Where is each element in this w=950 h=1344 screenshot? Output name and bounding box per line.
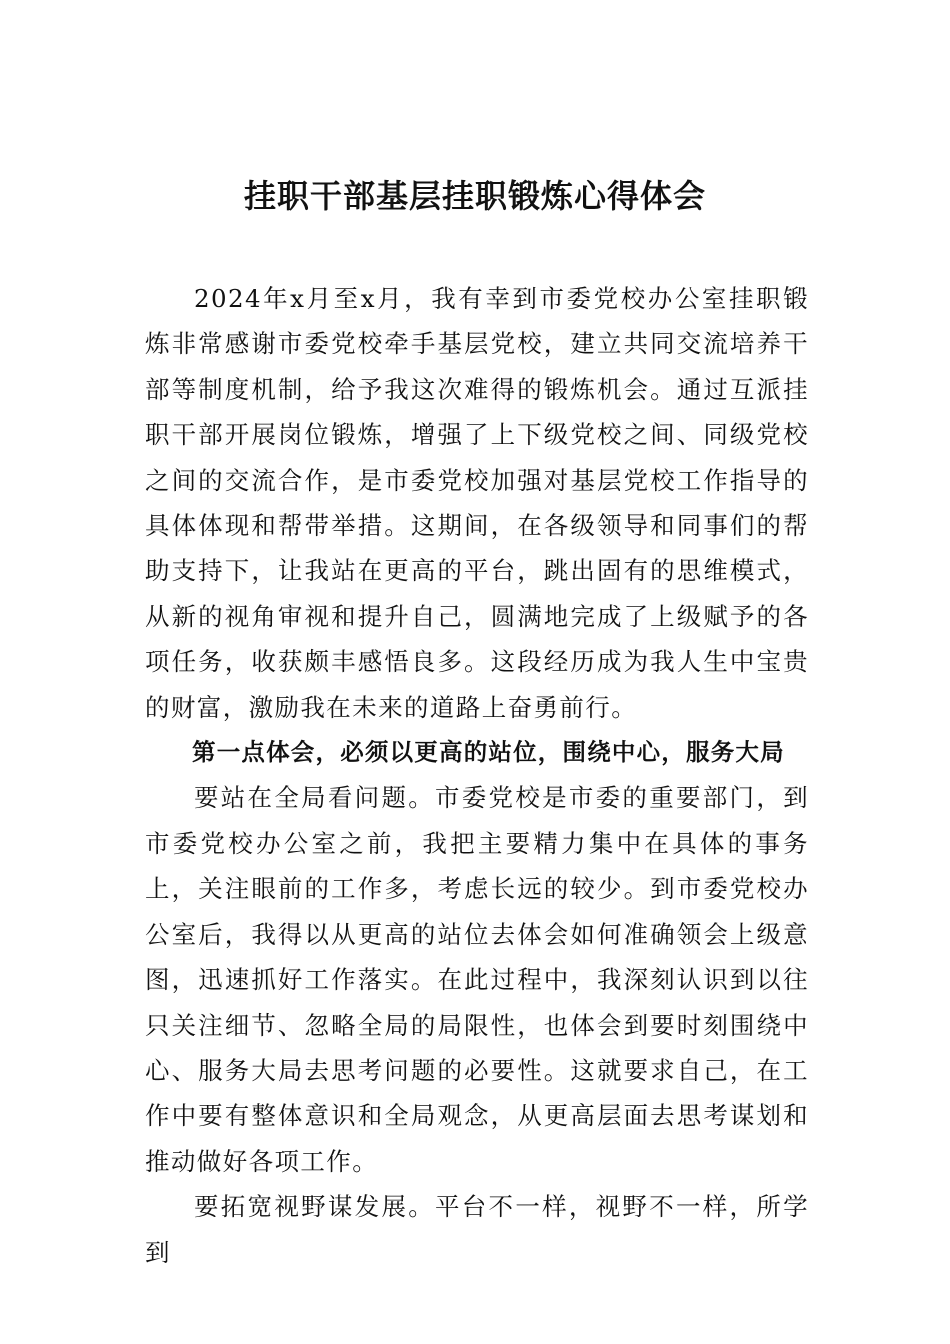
body-paragraph: 要拓宽视野谋发展。平台不一样，视野不一样，所学到 bbox=[145, 1192, 809, 1267]
intro-paragraph: 2024年x月至x月，我有幸到市委党校办公室挂职锻炼非常感谢市委党校牵手基层党校，建立共同交流培养干部等制度机制，给予我这次难得的锻炼机会。通过互派挂职干部开展岗位锻炼，增强了上下级党校之间、同级党校之间的交流合作，是市委党校加强对基层党校工作指导的具体体现和帮带举措。这期间，在各级领导和同事们的帮助支持下，让我站在更高的平台，跳出固有的思维模式，从新的视角审视和提升自己，圆满地完成了上级赋予的各项任务，收获颇丰感悟良多。这段经历成为我人生中宝贵的财富，激励我在未来的道路上奋勇前行。 bbox=[145, 284, 809, 722]
body-paragraph: 要站在全局看问题。市委党校是市委的重要部门，到市委党校办公室之前，我把主要精力集中在具体的事务上，关注眼前的工作多，考虑长远的较少。到市委党校办公室后，我得以从更高的站位去体会如何准确领会上级意图，迅速抓好工作落实。在此过程中，我深刻认识到以往只关注细节、忽略全局的局限性，也体会到要时刻围绕中心、服务大局去思考问题的必要性。这就要求自己，在工作中要有整体意识和全局观念，从更高层面去思考谋划和推动做好各项工作。 bbox=[145, 783, 809, 1176]
document-body bbox=[145, 276, 809, 1275]
document-title: 挂职干部基层挂职锻炼心得体会 bbox=[243, 177, 706, 215]
section-heading: 第一点体会，必须以更高的站位，围绕中心，服务大局 bbox=[192, 738, 785, 767]
